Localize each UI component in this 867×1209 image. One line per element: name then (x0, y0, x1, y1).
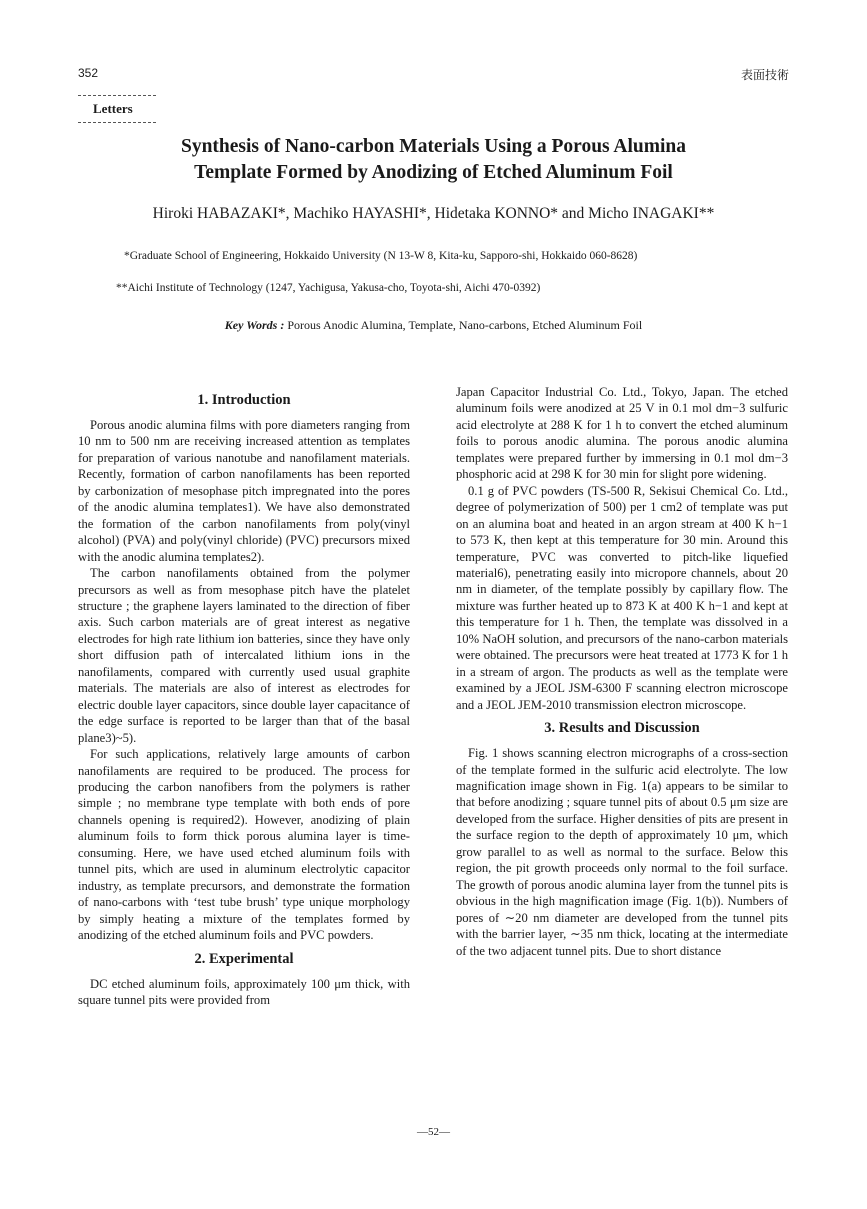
footer-page-number: —52— (417, 1126, 450, 1138)
intro-paragraph-1: Porous anodic alumina films with pore diameters ranging from 10 nm to 500 nm are receiving increased attention as templates for preparation of various nanotube and nanofilament materials. Recently, formation of carbon nanofilaments has been reported by carbonization of mesophase pitch impregnated into the pores of the anodic alumina templates1). We have also demonstrated the formation of the carbon nanofilaments from poly(vinyl alcohol) (PVA) and poly(vinyl chloride) (PVC) precursors mixed with the anodic alumina templates2). (78, 418, 410, 564)
results-paragraph-1: Fig. 1 shows scanning electron micrographs of a cross-section of the template formed in the sulfuric acid electrolyte. The low magnification image shown in Fig. 1(a) appears to be similar to that before anodizing ; square tunnel pits of about 0.5 μm size are developed from the surface. Higher densities of pits are present in the surface region to the depth of approximately 10 μm, which grow parallel to as well as normal to the surface. Below this region, the pit growth proceeds only normal to the foil surface. The growth of porous anodic alumina layer from the tunnel pits is obvious in the high magnification image (Fig. 1(b)). Numbers of pores of ∼20 nm diameter are developed from the tunnel pits with the barrier layer, ∼35 nm thick, locating at the intermediate of the two adjacent tunnel pits. Due to short distance (456, 746, 788, 958)
keywords-label: Key Words : (224, 318, 285, 332)
experimental-paragraph-1b: Japan Capacitor Industrial Co. Ltd., Tokyo, Japan. The etched aluminum foils were anodized at 25 V in 0.1 mol dm−3 sulfuric acid electrolyte at 288 K for 1 h to convert the etched aluminum foils to porous anodic alumina. The porous anodic alumina templates were prepared further by immersing in 0.1 mol dm−3 phosphoric acid at 298 K for 30 min for slight pore widening. (456, 385, 788, 482)
divider-top (78, 95, 156, 96)
intro-paragraph-3: For such applications, relatively large amounts of carbon nanofilaments are required to be produced. The process for producing the carbon nanofibers from the polymers is rather simple ; no membrane type template with both ends of pore channels opening is required2). However, anodizing of plain aluminum foils to form thick porous alumina layer is time-consuming. Here, we have used etched aluminum foils with tunnel pits, which are used in aluminum electrolytic capacitor industry, as template precursors, and demonstrate the formation of nano-carbons with ‘test tube brush’ type unique morphology by simply heating a mixture of the templates formed by anodizing of the etched aluminum foils and PVC powders. (78, 747, 410, 943)
left-column (78, 389, 410, 1008)
title-line-1: Synthesis of Nano-carbon Materials Using a Porous Alumina (180, 136, 687, 157)
intro-heading: 1. Introduction (197, 392, 291, 408)
divider-bottom (78, 122, 156, 123)
page-number: 352 (78, 66, 99, 80)
right-column (456, 384, 788, 959)
authors: Hiroki HABAZAKI*, Machiko HAYASHI*, Hidetaka KONNO* and Micho INAGAKI** (152, 205, 715, 222)
journal-name: 表面技術 (740, 68, 789, 82)
affiliation-1: *Graduate School of Engineering, Hokkaido University (N 13-W 8, Kita-ku, Sapporo-shi, Hokkaido 060-8628) (124, 250, 638, 262)
title-line-2: Template Formed by Anodizing of Etched Aluminum Foil (194, 162, 673, 183)
experimental-paragraph-1a: DC etched aluminum foils, approximately 100 μm thick, with square tunnel pits were provided from (78, 976, 410, 1007)
section-tag: Letters (93, 101, 133, 116)
intro-paragraph-2: The carbon nanofilaments obtained from the polymer precursors as well as from mesophase pitch have the platelet structure ; the graphene layers laminated to the direction of fiber axis. Such carbon materials are of great interest as negative electrodes for high rate lithium ion batteries, since they have only short diffusion path of intercalated lithium ions in the nanofilaments, compared with currently used usual graphite materials. The materials are also of interest as electrodes for electric double layer capacitors, since double layer capacitance of the edge surface is reported to be larger than that of the basal plane3)~5). (78, 566, 410, 745)
experimental-paragraph-2: 0.1 g of PVC powders (TS-500 R, Sekisui Chemical Co. Ltd., degree of polymerization of 500) per 1 cm2 of template was put on an alumina boat and heated in an argon stream at 400 K h−1 to 573 K, then kept at this temperature for 30 min. Around this temperature, PVC was converted to pitch-like liquefied material6), penetrating easily into micropore channels, about 20 nm in diameter, of the template possibly by capillary flow. The mixture was further heated up to 873 K at 400 K h−1 and kept at this temperature for 1 h. Then, the template was dissolved in a 10% NaOH solution, and precursors of the nano-carbon materials were obtained. The precursors were heat treated at 1773 K for 1 h in a stream of argon. The products as well as the template were examined by a JEOL JSM-6300 F scanning electron microscope and a JEOL JEM-2010 transmission electron microscope. (456, 483, 788, 712)
keywords-list: Porous Anodic Alumina, Template, Nano-carbons, Etched Aluminum Foil (284, 318, 643, 332)
affiliation-2: **Aichi Institute of Technology (1247, Yachigusa, Yakusa-cho, Toyota-shi, Aichi 470-0392) (116, 282, 541, 294)
results-heading: 3. Results and Discussion (544, 720, 700, 737)
article-title (0, 134, 867, 186)
experimental-heading: 2. Experimental (194, 950, 294, 967)
keywords (0, 318, 867, 333)
